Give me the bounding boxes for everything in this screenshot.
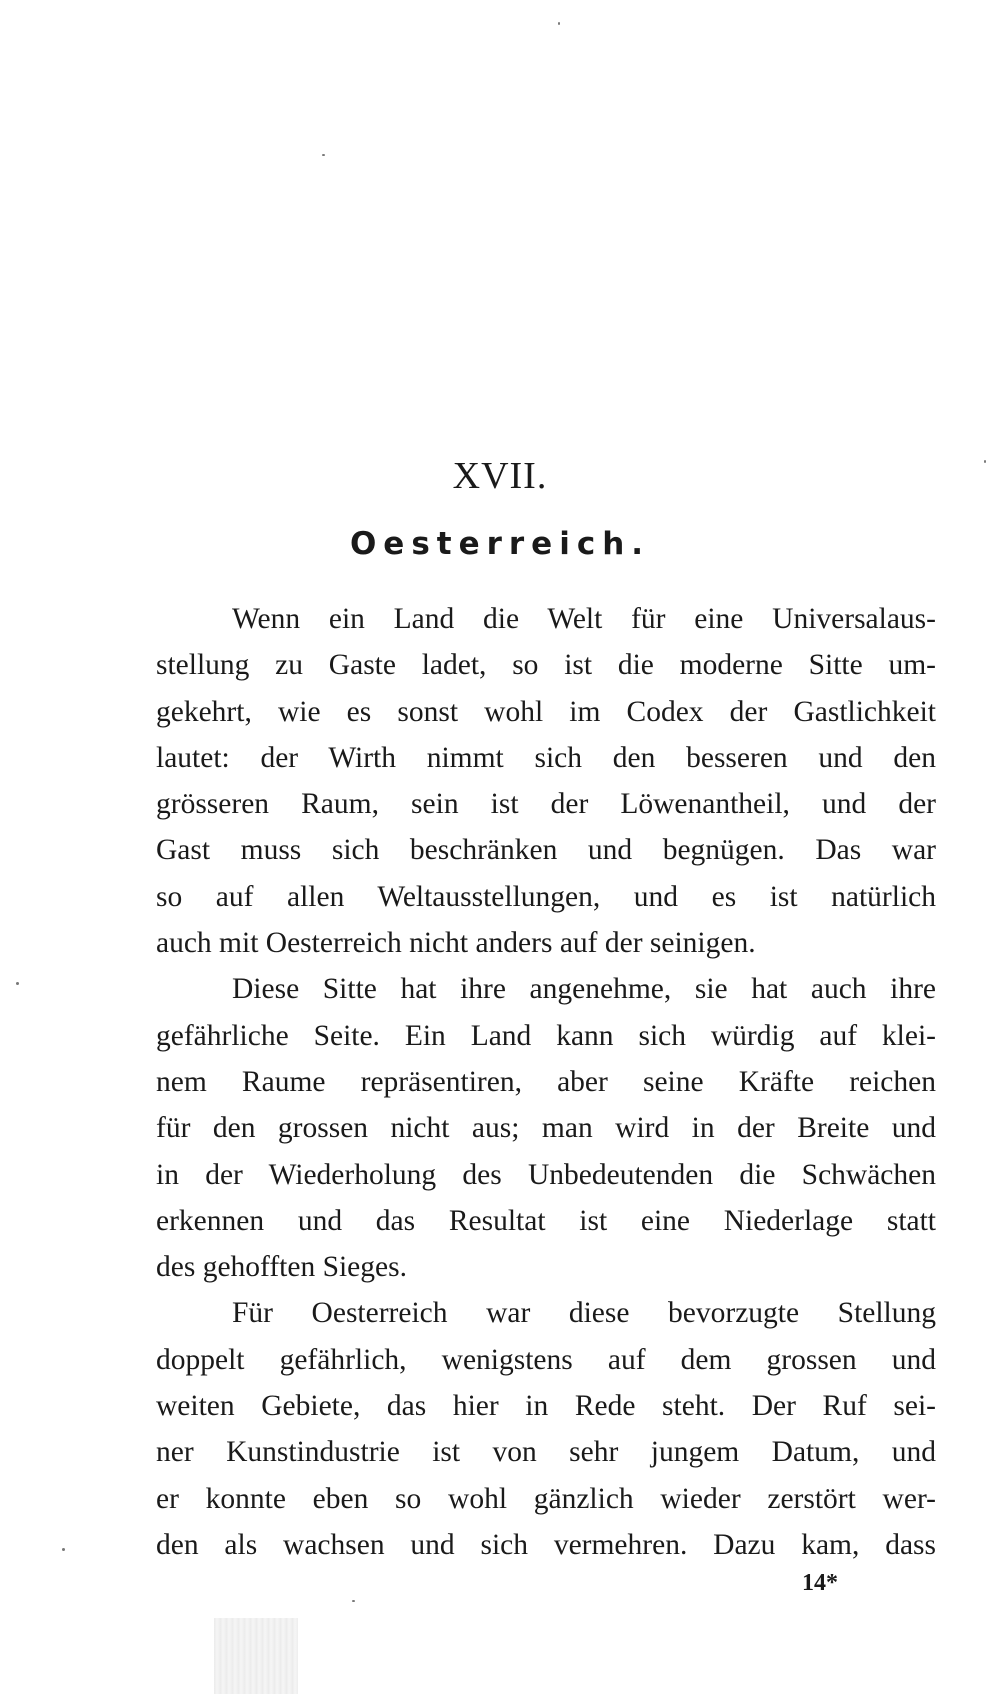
text-line: auch mit Oesterreich nicht anders auf der seinigen. bbox=[156, 927, 756, 960]
text-line: des gehofften Sieges. bbox=[156, 1251, 407, 1284]
text-line: so auf allen Weltausstellungen, und es ist natürlich bbox=[156, 880, 936, 913]
scan-speck bbox=[16, 982, 19, 985]
text-line: für den grossen nicht aus; man wird in der Breite und bbox=[156, 1112, 936, 1145]
text-line: in der Wiederholung des Unbedeutenden die Schwächen bbox=[156, 1158, 936, 1191]
paragraph-1 bbox=[80, 596, 936, 966]
text-line: den als wachsen und sich vermehren. Dazu kam, dass bbox=[156, 1528, 936, 1561]
paragraph-3 bbox=[80, 1290, 936, 1568]
scan-speck bbox=[352, 1600, 355, 1602]
scan-speck bbox=[558, 22, 560, 25]
text-line: er konnte eben so wohl gänzlich wieder zerstört wer- bbox=[156, 1482, 936, 1515]
text-line: doppelt gefährlich, wenigstens auf dem grossen und bbox=[156, 1343, 936, 1376]
text-line: weiten Gebiete, das hier in Rede steht. Der Ruf sei- bbox=[156, 1390, 936, 1423]
text-line: nem Raume repräsentiren, aber seine Kräfte reichen bbox=[156, 1065, 936, 1098]
text-line: gefährliche Seite. Ein Land kann sich würdig auf klei- bbox=[156, 1019, 936, 1052]
scan-speck bbox=[322, 154, 325, 156]
scan-speck bbox=[984, 460, 986, 463]
chapter-title: Oesterreich. bbox=[349, 526, 651, 562]
text-line: erkennen und das Resultat ist eine Niederlage statt bbox=[156, 1204, 936, 1237]
text-line: Gast muss sich beschränken und begnügen. Das war bbox=[156, 834, 936, 867]
text-line: stellung zu Gaste ladet, so ist die moderne Sitte um- bbox=[156, 649, 936, 682]
body-text bbox=[80, 596, 936, 1568]
text-line: gekehrt, wie es sonst wohl im Codex der Gastlichkeit bbox=[156, 695, 936, 728]
chapter-number: XVII. bbox=[452, 455, 548, 497]
text-line: Diese Sitte hat ihre angenehme, sie hat auch ihre bbox=[232, 973, 936, 1006]
text-line: grösseren Raum, sein ist der Löwenantheil, und der bbox=[156, 788, 936, 821]
paragraph-2 bbox=[80, 966, 936, 1290]
text-line: lautet: der Wirth nimmt sich den besseren und den bbox=[156, 741, 936, 774]
page-number: 14* bbox=[802, 1570, 838, 1596]
text-line: ner Kunstindustrie ist von sehr jungem Datum, und bbox=[156, 1436, 936, 1469]
library-stamp-watermark bbox=[214, 1618, 298, 1694]
scan-speck bbox=[62, 1548, 65, 1551]
text-line: Wenn ein Land die Welt für eine Universalaus- bbox=[232, 603, 936, 635]
text-line: Für Oesterreich war diese bevorzugte Stellung bbox=[232, 1297, 936, 1330]
